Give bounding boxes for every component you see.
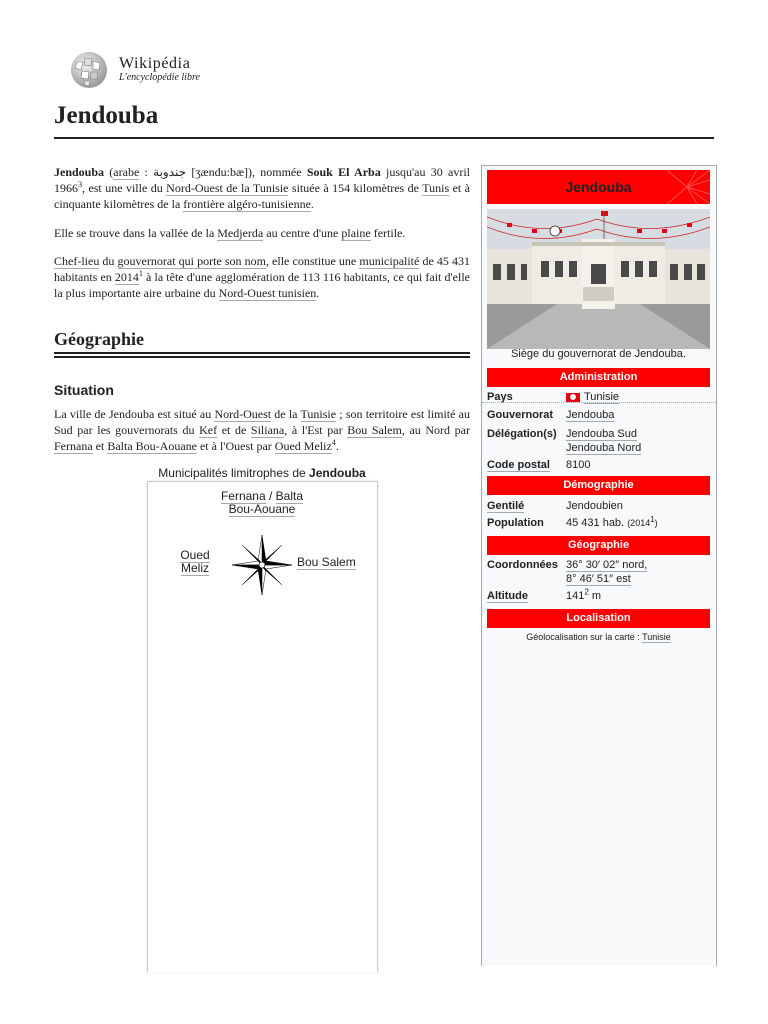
subsection-heading-situation: Situation: [54, 382, 114, 398]
text: située à 154 kilomètres de: [288, 181, 423, 195]
municipality-west: [170, 549, 220, 575]
reference-2[interactable]: 2: [584, 587, 589, 597]
separator: /: [265, 489, 276, 503]
text: et: [92, 439, 108, 453]
value-altitude: [566, 589, 601, 603]
population-number: 45 431 hab.: [566, 517, 625, 529]
text: (: [104, 165, 114, 179]
link-gouvernorat[interactable]: gouvernorat qui porte son nom: [117, 254, 266, 268]
link-nord-ouest-tunisien[interactable]: Nord-Ouest tunisien: [218, 286, 317, 300]
value-code-postal: 8100: [566, 459, 591, 471]
link-oued-meliz[interactable]: Oued Meliz: [274, 439, 332, 453]
text: de la: [271, 407, 301, 421]
text: .: [335, 439, 339, 453]
label-population: Population: [487, 517, 544, 529]
municipality-east: [297, 556, 356, 569]
gentile-link[interactable]: Gentilé: [487, 500, 525, 512]
text: ; son territoire est limité au Sud par les gouvernorats du: [54, 407, 470, 437]
infobox-section-localisation: Localisation: [487, 609, 710, 628]
label-gouvernorat: Gouvernorat: [487, 409, 554, 421]
municipalities-caption: [148, 466, 376, 480]
link-kef[interactable]: Kef: [199, 423, 218, 437]
link-tunis[interactable]: Tunis: [422, 181, 450, 195]
altitude-link[interactable]: Altitude: [487, 590, 528, 602]
population-year: [627, 515, 658, 528]
link-balta-bou-aouane[interactable]: Balta Bou-Aouane: [107, 439, 197, 453]
caption-text: Municipalités limitrophes de: [158, 466, 310, 480]
geolocation-caption: [487, 632, 710, 642]
infobox: [481, 165, 717, 966]
link-carte-tunisie[interactable]: Tunisie: [642, 632, 671, 642]
population-year-text: (2014: [627, 518, 651, 528]
wikipedia-globe-icon: [69, 50, 109, 90]
situation-paragraph: [54, 406, 470, 454]
text: au centre d'une: [263, 226, 342, 240]
reference-4[interactable]: 4: [331, 438, 336, 447]
intro-paragraph-2: [54, 225, 470, 241]
text: , au Nord par: [401, 423, 470, 437]
population-year-close: ): [654, 518, 658, 528]
altitude-unit: m: [588, 590, 602, 602]
link-oued-meliz[interactable]: Oued Meliz: [180, 548, 210, 575]
value-delegation: [566, 427, 641, 455]
link-tunisie[interactable]: Tunisie: [584, 391, 620, 403]
infobox-title-bar: [487, 170, 710, 204]
governorate-building-photo[interactable]: [487, 209, 710, 349]
value-gouvernorat: [566, 408, 614, 422]
text: du: [99, 254, 118, 268]
infobox-section-demographie: Démographie: [487, 476, 710, 495]
link-coordinates-lat[interactable]: 36° 30′ 02″ nord,: [566, 559, 648, 571]
text: jusqu'au 30 avril 1966: [54, 165, 470, 195]
compass-rose-icon: [230, 533, 294, 597]
text: et à l'Ouest par: [196, 439, 275, 453]
link-fernana[interactable]: Fernana: [220, 489, 266, 503]
reference-1[interactable]: 1: [650, 515, 655, 524]
wikipedia-wordmark: Wikipédia: [119, 55, 191, 72]
value-gentile: Jendoubien: [566, 500, 623, 512]
caption-name: Jendouba: [309, 466, 366, 480]
text: , elle constitue une: [265, 254, 360, 268]
label-code-postal: [487, 458, 550, 472]
link-nord-ouest[interactable]: Nord-Ouest: [214, 407, 272, 421]
infobox-section-administration: Administration: [487, 368, 710, 387]
reference-3[interactable]: 3: [78, 180, 82, 189]
text: et à cinquante kilomètres de la: [54, 181, 470, 211]
label-delegation: Délégation(s): [487, 428, 557, 440]
link-fernana[interactable]: Fernana: [54, 439, 93, 453]
link-coordinates-lon[interactable]: 8° 46′ 51″ est: [566, 573, 631, 585]
text: .: [316, 286, 320, 300]
dotted-divider: [482, 402, 716, 403]
reference-1[interactable]: 1: [138, 269, 143, 278]
wikipedia-logo[interactable]: [69, 50, 229, 90]
text: , à l'Est par: [284, 423, 348, 437]
section-divider: [54, 356, 470, 358]
link-medjerda[interactable]: Medjerda: [217, 226, 264, 240]
link-nord-ouest-tunisie[interactable]: Nord-Ouest de la Tunisie: [166, 181, 289, 195]
text: La ville de Jendouba est situé au: [54, 407, 215, 421]
link-frontiere[interactable]: frontière algéro-tunisienne: [183, 197, 311, 211]
label-altitude: [487, 589, 528, 603]
link-municipalite[interactable]: municipalité: [359, 254, 420, 268]
label-pays: Pays: [487, 391, 513, 403]
section-heading-geographie: Géographie: [54, 329, 144, 349]
link-bou-salem[interactable]: Bou Salem: [297, 555, 356, 569]
intro-paragraph-3: [54, 253, 470, 301]
article-name: Jendouba: [54, 165, 105, 179]
infobox-title: Jendouba: [565, 179, 632, 195]
link-arabe[interactable]: arabe: [113, 165, 140, 179]
link-bou-salem[interactable]: Bou Salem: [347, 423, 402, 437]
building-image: [487, 209, 710, 349]
page-title: Jendouba: [54, 102, 159, 129]
code-postal-link[interactable]: Code postal: [487, 459, 550, 471]
geoloc-text: Géolocalisation sur la carte :: [526, 632, 643, 642]
text: et de: [217, 423, 251, 437]
text: .: [310, 197, 314, 211]
text: fertile.: [370, 226, 406, 240]
link-jendouba-nord[interactable]: Jendouba Nord: [566, 442, 642, 454]
altitude-number: 141: [566, 590, 585, 602]
text: à la tête d'une agglomération de 113 116 habitants, ce qui fait d'elle la plus importante aire urbaine du: [54, 270, 470, 300]
text: , est une ville du: [82, 181, 167, 195]
infobox-section-geographie: Géographie: [487, 536, 710, 555]
title-divider: [54, 137, 714, 139]
link-jendouba-sud[interactable]: Jendouba Sud: [566, 428, 637, 440]
label-gentile: [487, 499, 524, 513]
text: : جندوبة [ʒændu:bæ]), nommée: [139, 165, 307, 179]
tunisia-flag-icon: [566, 393, 580, 402]
municipality-north: [218, 490, 306, 516]
section-divider: [54, 352, 470, 354]
link-plaine[interactable]: plaine: [341, 226, 371, 240]
intro-paragraph-1: [54, 164, 470, 212]
value-coordonnees: [566, 558, 647, 586]
link-2014[interactable]: 2014: [114, 270, 139, 284]
photo-caption: Siège du gouvernorat de Jendouba.: [511, 348, 686, 360]
link-siliana[interactable]: Siliana: [250, 423, 285, 437]
alt-name: Souk El Arba: [306, 165, 381, 179]
link-tunisie[interactable]: Tunisie: [300, 407, 337, 421]
label-coordonnees: Coordonnées: [487, 559, 558, 571]
value-population: [566, 516, 658, 530]
text: Elle se trouve dans la vallée de la: [54, 226, 218, 240]
link-balta-bou-aouane[interactable]: Balta Bou-Aouane: [228, 489, 304, 516]
wikipedia-tagline: L'encyclopédie libre: [119, 72, 200, 83]
link-gouvernorat-jendouba[interactable]: Jendouba: [566, 409, 615, 421]
text: de 45 431 habitants en: [54, 254, 470, 284]
link-chef-lieu[interactable]: Chef-lieu: [54, 254, 100, 268]
